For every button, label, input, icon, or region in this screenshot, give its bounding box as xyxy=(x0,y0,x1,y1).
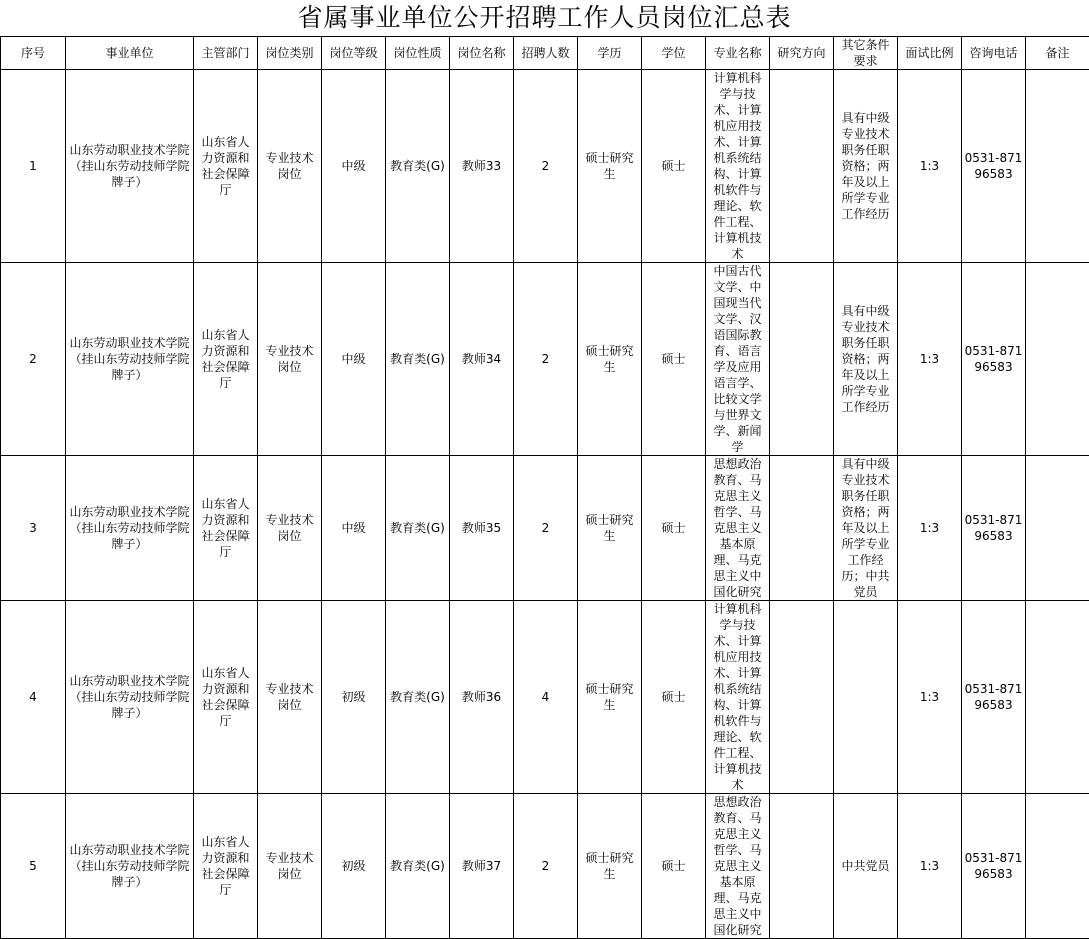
cell-other: 具有中级专业技术职务任职资格；两年及以上所学专业工作经历 xyxy=(834,263,898,456)
recruitment-table xyxy=(0,36,1089,939)
header-level: 岗位等级 xyxy=(322,37,386,70)
cell-ratio: 1:3 xyxy=(898,601,962,794)
cell-education: 硕士研究生 xyxy=(578,456,642,601)
cell-nature: 教育类(G) xyxy=(386,70,450,263)
cell-degree: 硕士 xyxy=(642,601,706,794)
cell-major: 思想政治教育、马克思主义哲学、马克思主义基本原理、马克思主义中国化研究 xyxy=(706,456,770,601)
cell-dept: 山东省人力资源和社会保障厅 xyxy=(194,70,258,263)
header-direction: 研究方向 xyxy=(770,37,834,70)
cell-nature: 教育类(G) xyxy=(386,601,450,794)
cell-unit: 山东劳动职业技术学院（挂山东劳动技师学院牌子） xyxy=(66,456,194,601)
page-title: 省属事业单位公开招聘工作人员岗位汇总表 xyxy=(0,0,1089,36)
cell-major: 计算机科学与技术、计算机应用技术、计算机系统结构、计算机软件与理论、软件工程、计算机技术 xyxy=(706,70,770,263)
cell-phone: 0531-87196583 xyxy=(962,456,1026,601)
cell-other: 具有中级专业技术职务任职资格；两年及以上所学专业工作经历 xyxy=(834,70,898,263)
cell-count: 2 xyxy=(514,70,578,263)
cell-no: 3 xyxy=(1,456,66,601)
header-education: 学历 xyxy=(578,37,642,70)
cell-major: 计算机科学与技术、计算机应用技术、计算机系统结构、计算机软件与理论、软件工程、计算机技术 xyxy=(706,601,770,794)
cell-phone: 0531-87196583 xyxy=(962,70,1026,263)
cell-category: 专业技术岗位 xyxy=(258,70,322,263)
cell-education: 硕士研究生 xyxy=(578,794,642,939)
cell-unit: 山东劳动职业技术学院（挂山东劳动技师学院牌子） xyxy=(66,794,194,939)
header-degree: 学位 xyxy=(642,37,706,70)
cell-level: 初级 xyxy=(322,794,386,939)
cell-note xyxy=(1026,70,1089,263)
cell-category: 专业技术岗位 xyxy=(258,456,322,601)
cell-level: 中级 xyxy=(322,263,386,456)
cell-category: 专业技术岗位 xyxy=(258,601,322,794)
cell-ratio: 1:3 xyxy=(898,794,962,939)
cell-major: 中国古代文学、中国现当代文学、汉语国际教育、语言学及应用语言学、比较文学与世界文学、新闻学 xyxy=(706,263,770,456)
header-phone: 咨询电话 xyxy=(962,37,1026,70)
cell-ratio: 1:3 xyxy=(898,456,962,601)
cell-nature: 教育类(G) xyxy=(386,794,450,939)
cell-education: 硕士研究生 xyxy=(578,263,642,456)
header-note: 备注 xyxy=(1026,37,1089,70)
cell-unit: 山东劳动职业技术学院（挂山东劳动技师学院牌子） xyxy=(66,263,194,456)
header-other: 其它条件要求 xyxy=(834,37,898,70)
cell-no: 2 xyxy=(1,263,66,456)
cell-direction xyxy=(770,601,834,794)
cell-degree: 硕士 xyxy=(642,456,706,601)
cell-post: 教师37 xyxy=(450,794,514,939)
cell-direction xyxy=(770,263,834,456)
cell-no: 5 xyxy=(1,794,66,939)
cell-degree: 硕士 xyxy=(642,794,706,939)
cell-direction xyxy=(770,794,834,939)
cell-other xyxy=(834,601,898,794)
table-row xyxy=(1,70,1089,263)
cell-unit: 山东劳动职业技术学院（挂山东劳动技师学院牌子） xyxy=(66,601,194,794)
cell-no: 4 xyxy=(1,601,66,794)
header-post: 岗位名称 xyxy=(450,37,514,70)
table-row xyxy=(1,794,1089,939)
cell-phone: 0531-87196583 xyxy=(962,263,1026,456)
cell-dept: 山东省人力资源和社会保障厅 xyxy=(194,456,258,601)
cell-dept: 山东省人力资源和社会保障厅 xyxy=(194,601,258,794)
header-dept: 主管部门 xyxy=(194,37,258,70)
cell-level: 中级 xyxy=(322,456,386,601)
table-row xyxy=(1,456,1089,601)
cell-note xyxy=(1026,601,1089,794)
cell-direction xyxy=(770,70,834,263)
cell-post: 教师36 xyxy=(450,601,514,794)
cell-note xyxy=(1026,794,1089,939)
header-no: 序号 xyxy=(1,37,66,70)
table-row xyxy=(1,601,1089,794)
header-count: 招聘人数 xyxy=(514,37,578,70)
cell-no: 1 xyxy=(1,70,66,263)
cell-phone: 0531-87196583 xyxy=(962,601,1026,794)
header-nature: 岗位性质 xyxy=(386,37,450,70)
cell-count: 4 xyxy=(514,601,578,794)
cell-category: 专业技术岗位 xyxy=(258,794,322,939)
cell-direction xyxy=(770,456,834,601)
cell-post: 教师34 xyxy=(450,263,514,456)
cell-major: 思想政治教育、马克思主义哲学、马克思主义基本原理、马克思主义中国化研究 xyxy=(706,794,770,939)
cell-count: 2 xyxy=(514,263,578,456)
cell-nature: 教育类(G) xyxy=(386,456,450,601)
cell-dept: 山东省人力资源和社会保障厅 xyxy=(194,794,258,939)
cell-degree: 硕士 xyxy=(642,263,706,456)
cell-other: 中共党员 xyxy=(834,794,898,939)
cell-ratio: 1:3 xyxy=(898,70,962,263)
cell-phone: 0531-87196583 xyxy=(962,794,1026,939)
cell-count: 2 xyxy=(514,456,578,601)
cell-level: 初级 xyxy=(322,601,386,794)
table-row xyxy=(1,263,1089,456)
header-major: 专业名称 xyxy=(706,37,770,70)
cell-degree: 硕士 xyxy=(642,70,706,263)
cell-category: 专业技术岗位 xyxy=(258,263,322,456)
cell-note xyxy=(1026,456,1089,601)
cell-post: 教师35 xyxy=(450,456,514,601)
cell-note xyxy=(1026,263,1089,456)
cell-count: 2 xyxy=(514,794,578,939)
cell-level: 中级 xyxy=(322,70,386,263)
header-unit: 事业单位 xyxy=(66,37,194,70)
cell-ratio: 1:3 xyxy=(898,263,962,456)
cell-post: 教师33 xyxy=(450,70,514,263)
cell-education: 硕士研究生 xyxy=(578,70,642,263)
cell-dept: 山东省人力资源和社会保障厅 xyxy=(194,263,258,456)
header-category: 岗位类别 xyxy=(258,37,322,70)
header-ratio: 面试比例 xyxy=(898,37,962,70)
cell-unit: 山东劳动职业技术学院（挂山东劳动技师学院牌子） xyxy=(66,70,194,263)
cell-nature: 教育类(G) xyxy=(386,263,450,456)
cell-education: 硕士研究生 xyxy=(578,601,642,794)
cell-other: 具有中级专业技术职务任职资格；两年及以上所学专业工作经历；中共党员 xyxy=(834,456,898,601)
header-row xyxy=(1,37,1089,70)
